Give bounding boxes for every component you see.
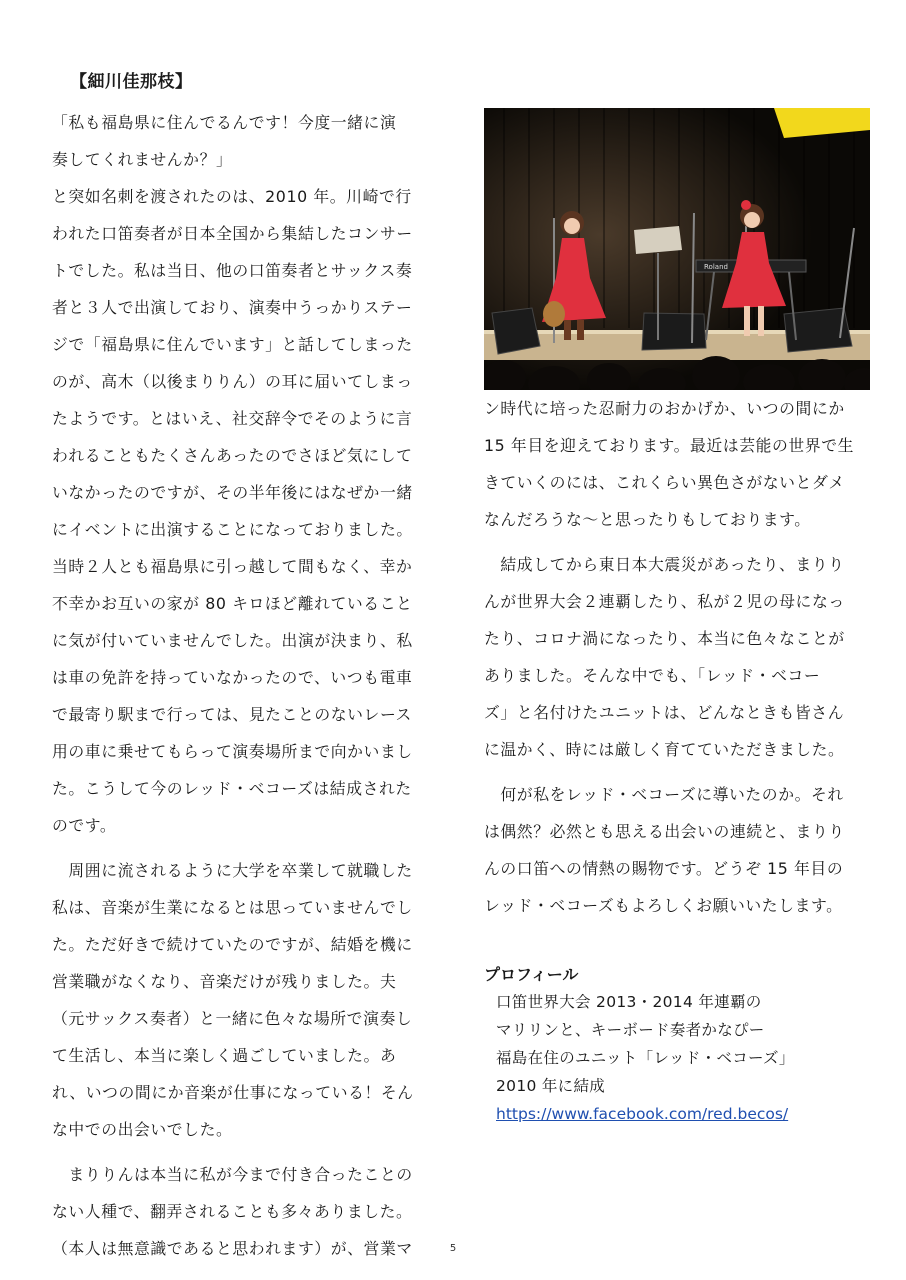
text-line: まりりんは本当に私が今まで付き合ったことの: [52, 1165, 413, 1184]
text-line: た。こうして今のレッド・ベコーズは結成された: [52, 779, 412, 798]
text-line: のです。: [52, 816, 117, 835]
stage-illustration: [484, 108, 870, 390]
text-line: なんだろうな～と思ったりもしております。: [484, 510, 811, 529]
left-column-text: [52, 104, 442, 1267]
text-line: たようです。とはいえ、社交辞令でそのように言: [52, 409, 413, 428]
text-line: に温かく、時には厳しく育てていただきました。: [484, 740, 845, 759]
text-line: 「私も福島県に住んでるんです！今度一緒に演: [52, 113, 397, 132]
profile-line: 2010 年に結成: [496, 1077, 606, 1095]
text-line: 用の車に乗せてもらって演奏場所まで向かいまし: [52, 742, 413, 761]
paragraph-gap: [52, 844, 442, 852]
text-line: （元サックス奏者）と一緒に色々な場所で演奏し: [52, 1009, 413, 1028]
text-line: われることもたくさんあったのでさほど気にして: [52, 446, 413, 465]
text-line: われた口笛奏者が日本全国から集結したコンサー: [52, 224, 413, 243]
text-line: ン時代に培った忍耐力のおかげか、いつの間にか: [484, 399, 845, 418]
text-line: のが、高木（以後まりりん）の耳に届いてしまっ: [52, 372, 413, 391]
paragraph-gap: [484, 768, 874, 776]
profile-lines: [484, 988, 874, 1100]
text-line: と突如名刺を渡されたのは、2010 年。川崎で行: [52, 187, 412, 206]
right-column-text: [484, 390, 874, 924]
text-line: た。ただ好きで続けていたのですが、結婚を機に: [52, 935, 413, 954]
text-line: な中での出会いでした。: [52, 1120, 233, 1139]
text-line: 結成してから東日本大震災があったり、まりり: [484, 555, 845, 574]
right-column: [484, 108, 874, 1128]
text-line: 当時２人とも福島県に引っ越して間もなく、幸か: [52, 557, 413, 576]
author-heading: 【細川佳那枝】: [70, 72, 193, 92]
text-line: たり、コロナ渦になったり、本当に色々なことが: [484, 629, 845, 648]
performance-photo: [484, 108, 870, 390]
text-line: で最寄り駅まで行っては、見たことのないレース: [52, 705, 412, 724]
text-line: （本人は無意識であると思われます）が、営業マ: [52, 1239, 413, 1258]
paragraph-gap: [484, 538, 874, 546]
text-line: は偶然？必然とも思える出会いの連続と、まりり: [484, 822, 845, 841]
profile-title: プロフィール: [484, 965, 579, 984]
text-line: んが世界大会２連覇したり、私が２児の母になっ: [484, 592, 845, 611]
text-line: ジで「福島県に住んでいます」と話してしまった: [52, 335, 413, 354]
facebook-link[interactable]: https://www.facebook.com/red.becos/: [496, 1105, 789, 1123]
text-line: 私は、音楽が生業になるとは思っていませんでし: [52, 898, 413, 917]
left-column: [52, 70, 442, 1267]
page-number: 5: [449, 1243, 457, 1254]
text-line: きていくのには、これくらい異色さがないとダメ: [484, 473, 845, 492]
text-line: レッド・ベコーズもよろしくお願いいたします。: [484, 896, 843, 915]
text-line: れ、いつの間にか音楽が仕事になっている！そん: [52, 1083, 414, 1102]
keyboard-brand: Roland: [704, 263, 728, 271]
profile-line: マリリンと、キーボード奏者かなぴー: [496, 1021, 765, 1039]
text-line: トでした。私は当日、他の口笛奏者とサックス奏: [52, 261, 413, 280]
text-line: ズ」と名付けたユニットは、どんなときも皆さん: [484, 703, 845, 722]
text-line: んの口笛への情熱の賜物です。どうぞ 15 年目の: [484, 859, 844, 878]
text-line: に気が付いていませんでした。出演が決まり、私: [52, 631, 413, 650]
text-line: 周囲に流されるように大学を卒業して就職した: [52, 861, 413, 880]
text-line: て生活し、本当に楽しく過ごしていました。あ: [52, 1046, 397, 1065]
text-line: は車の免許を持っていなかったので、いつも電車: [52, 668, 413, 687]
profile-line: 口笛世界大会 2013・2014 年連覇の: [496, 993, 762, 1011]
text-line: 不幸かお互いの家が 80 キロほど離れていること: [52, 594, 413, 613]
text-line: 15 年目を迎えております。最近は芸能の世界で生: [484, 436, 854, 455]
text-line: 営業職がなくなり、音楽だけが残りました。夫: [52, 972, 397, 991]
text-line: 何が私をレッド・ベコーズに導いたのか。それ: [484, 785, 844, 804]
text-line: ない人種で、翻弄されることも多々ありました。: [52, 1202, 413, 1221]
paragraph-gap: [52, 1148, 442, 1156]
text-line: ありました。そんな中でも、「レッド・ベコー: [484, 666, 821, 685]
text-line: にイベントに出演することになっておりました。: [52, 520, 413, 539]
text-line: 奏してくれませんか？」: [52, 150, 233, 169]
text-line: 者と３人で出演しており、演奏中うっかりステー: [52, 298, 413, 317]
profile-line: 福島在住のユニット「レッド・ベコーズ」: [496, 1049, 795, 1067]
text-line: いなかったのですが、その半年後にはなぜか一緒: [52, 483, 413, 502]
